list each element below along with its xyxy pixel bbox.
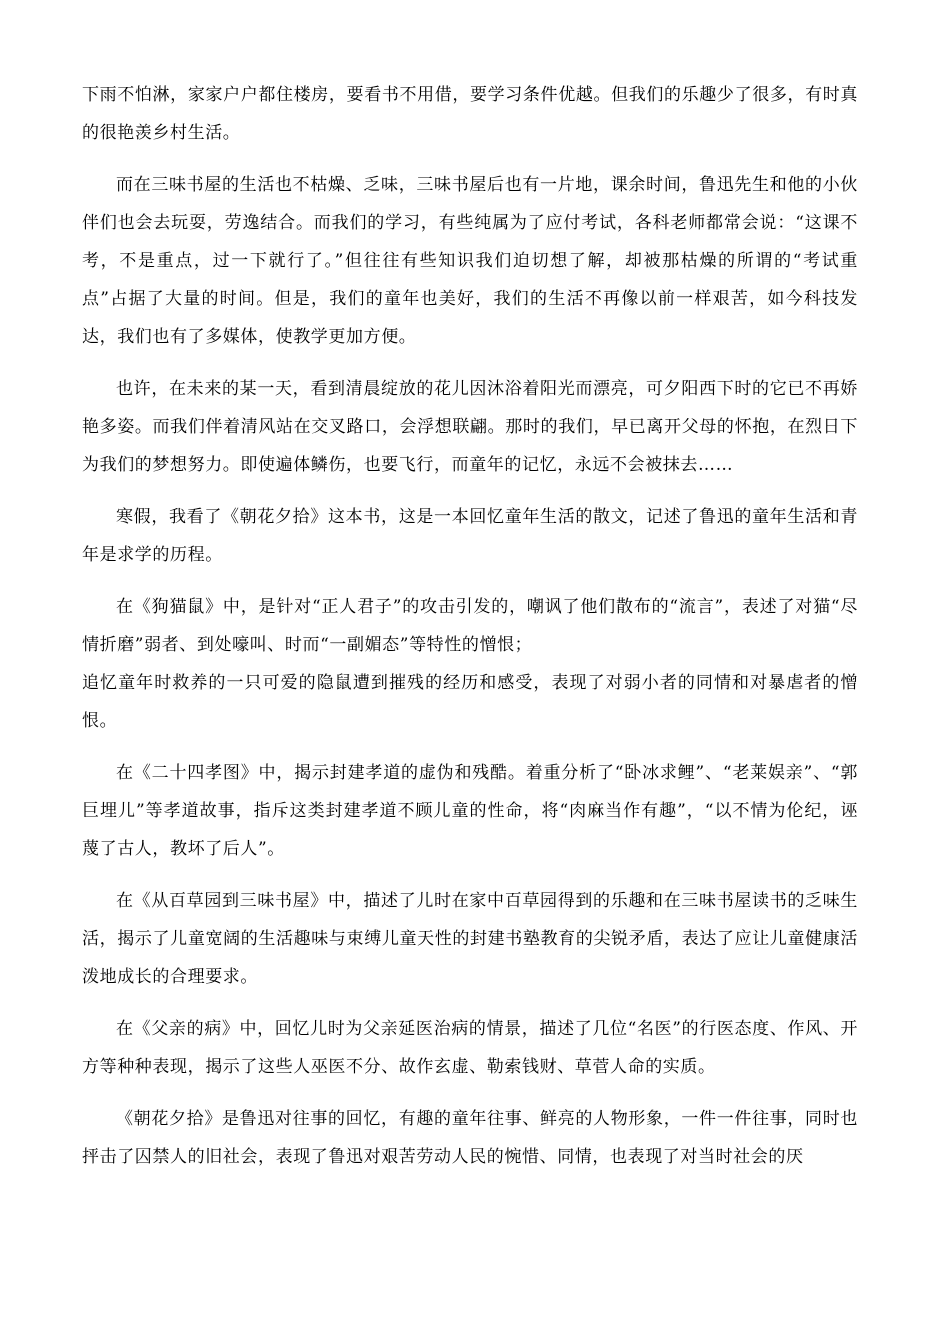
paragraph-6: 追忆童年时救养的一只可爱的隐鼠遭到摧残的经历和感受，表现了对弱小者的同情和对暴虐者的憎恨。 (82, 673, 858, 731)
paragraph-3: 也许，在未来的某一天，看到清晨绽放的花儿因沐浴着阳光而漂亮，可夕阳西下时的它已不再娇艳多姿。而我们伴着清风站在交叉路口，会浮想联翩。那时的我们，早已离开父母的怀抱，在烈日下为我们的梦想努力。即使遍体鳞伤，也要飞行，而童年的记忆，永远不会被抹去…… (82, 379, 858, 475)
paragraph-5: 在《狗猫鼠》中，是针对“正人君子”的攻击引发的，嘲讽了他们散布的“流言”，表述了对猫“尽情折磨”弱者、到处嚎叫、时而“一副媚态”等特性的憎恨； (82, 597, 858, 655)
paragraph-7: 在《二十四孝图》中，揭示封建孝道的虚伪和残酷。着重分析了“卧冰求鲤”、“老莱娱亲”、“郭巨埋儿”等孝道故事，指斥这类封建孝道不顾儿童的性命，将“肉麻当作有趣”，“以不情为伦纪，诬蔑了古人，教坏了后人”。 (82, 763, 858, 859)
paragraph-8: 在《从百草园到三味书屋》中，描述了儿时在家中百草园得到的乐趣和在三味书屋读书的乏味生活，揭示了儿童宽阔的生活趣味与束缚儿童天性的封建书塾教育的尖锐矛盾，表达了应让儿童健康活泼地成长的合理要求。 (82, 891, 858, 987)
paragraph-9: 在《父亲的病》中，回忆儿时为父亲延医治病的情景，描述了几位“名医”的行医态度、作风、开方等种种表现，揭示了这些人巫医不分、故作玄虚、勒索钱财、草菅人命的实质。 (82, 1019, 858, 1077)
paragraph-10: 《朝花夕拾》是鲁迅对往事的回忆，有趣的童年往事、鲜亮的人物形象，一件一件往事，同时也抨击了囚禁人的旧社会，表现了鲁迅对艰苦劳动人民的惋惜、同情，也表现了对当时社会的厌 (82, 1109, 858, 1167)
paragraph-1: 下雨不怕淋，家家户户都住楼房，要看书不用借，要学习条件优越。但我们的乐趣少了很多，有时真的很艳羡乡村生活。 (82, 85, 858, 143)
paragraph-4: 寒假，我看了《朝花夕拾》这本书，这是一本回忆童年生活的散文，记述了鲁迅的童年生活和青年是求学的历程。 (82, 507, 858, 565)
paragraph-2: 而在三味书屋的生活也不枯燥、乏味，三味书屋后也有一片地，课余时间，鲁迅先生和他的小伙伴们也会去玩耍，劳逸结合。而我们的学习，有些纯属为了应付考试，各科老师都常会说：“这课不考，不是重点，过一下就行了。”但往往有些知识我们迫切想了解，却被那枯燥的所谓的“考试重点”占据了大量的时间。但是，我们的童年也美好，我们的生活不再像以前一样艰苦，如今科技发达，我们也有了多媒体，使教学更加方便。 (82, 175, 858, 347)
